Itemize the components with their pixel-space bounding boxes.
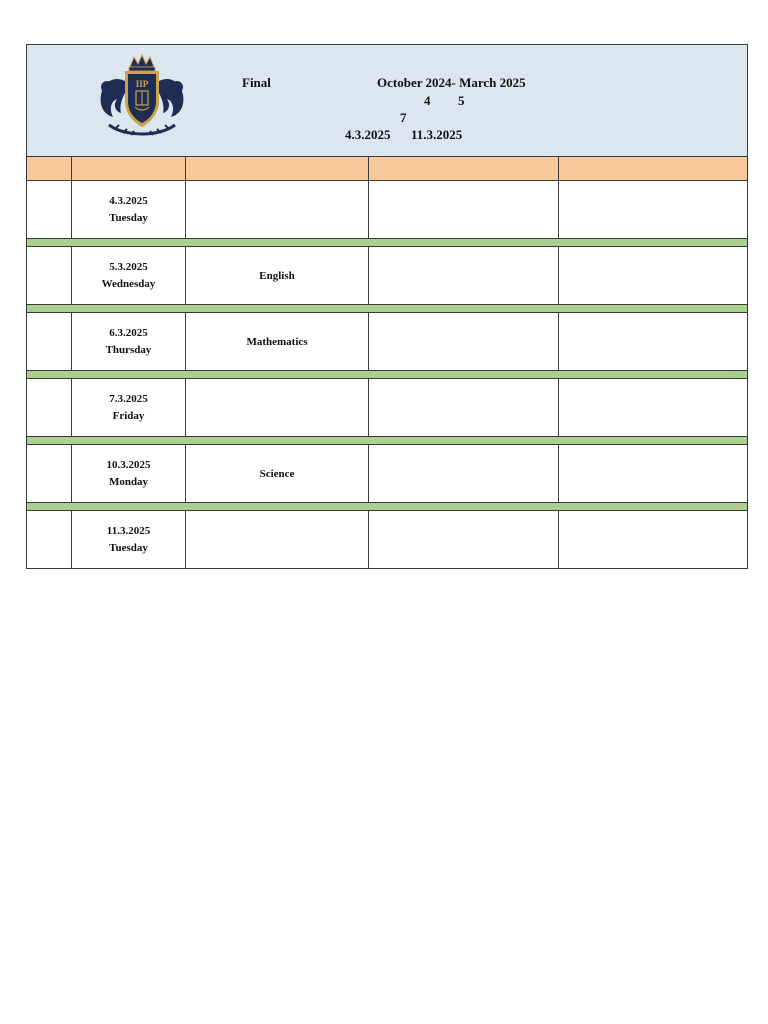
date-text: 5.3.2025 <box>109 260 148 273</box>
date-text: 6.3.2025 <box>109 326 148 339</box>
date-cell <box>72 247 186 304</box>
subject-cell <box>186 379 369 436</box>
schedule-row <box>27 445 747 503</box>
column-header-cell <box>559 157 747 180</box>
day-text: Tuesday <box>109 541 148 554</box>
empty-cell <box>559 511 747 568</box>
school-crest-logo <box>95 53 189 141</box>
index-cell <box>27 379 72 436</box>
grade-label-b: 5 <box>458 93 465 108</box>
date-text: 7.3.2025 <box>109 392 148 405</box>
row-separator <box>27 305 747 313</box>
day-text: Friday <box>112 409 145 422</box>
column-header-cell <box>72 157 186 180</box>
schedule-header <box>27 45 747 157</box>
index-cell <box>27 511 72 568</box>
subject-cell <box>186 181 369 238</box>
empty-cell <box>559 313 747 370</box>
date-cell <box>72 445 186 502</box>
date-text: 4.3.2025 <box>109 194 148 207</box>
day-text: Wednesday <box>101 277 156 290</box>
schedule-row <box>27 511 747 569</box>
grade-label-a: 4 <box>424 93 431 108</box>
exam-schedule-sheet <box>26 44 748 569</box>
index-cell <box>27 445 72 502</box>
subject-cell: Mathematics <box>186 313 369 370</box>
row-separator <box>27 371 747 379</box>
day-text: Tuesday <box>109 211 148 224</box>
empty-cell <box>369 379 559 436</box>
svg-text:IIP: IIP <box>135 79 149 89</box>
index-cell <box>27 247 72 304</box>
row-separator <box>27 503 747 511</box>
empty-cell <box>369 181 559 238</box>
start-date-label: 4.3.2025 <box>345 127 391 142</box>
subject-cell <box>186 511 369 568</box>
exam-type-label: Final <box>242 75 271 90</box>
empty-cell <box>369 313 559 370</box>
column-header-row <box>27 157 747 181</box>
empty-cell <box>369 511 559 568</box>
row-separator <box>27 437 747 445</box>
date-cell <box>72 379 186 436</box>
column-header-cell <box>369 157 559 180</box>
end-date-label: 11.3.2025 <box>411 127 463 142</box>
column-header-cell <box>27 157 72 180</box>
schedule-row <box>27 181 747 239</box>
empty-cell <box>559 379 747 436</box>
date-text: 11.3.2025 <box>106 524 151 537</box>
term-label: October 2024- March 2025 <box>377 75 526 90</box>
date-cell <box>72 181 186 238</box>
date-text: 10.3.2025 <box>106 458 151 471</box>
schedule-row <box>27 313 747 371</box>
subject-cell: Science <box>186 445 369 502</box>
date-cell <box>72 511 186 568</box>
subject-cell: English <box>186 247 369 304</box>
column-header-cell <box>186 157 369 180</box>
index-cell <box>27 181 72 238</box>
grade-label-c: 7 <box>400 110 407 125</box>
schedule-row <box>27 379 747 437</box>
empty-cell <box>369 247 559 304</box>
row-separator <box>27 239 747 247</box>
day-text: Thursday <box>105 343 152 356</box>
schedule-row <box>27 247 747 305</box>
empty-cell <box>559 247 747 304</box>
index-cell <box>27 313 72 370</box>
empty-cell <box>559 181 747 238</box>
day-text: Monday <box>108 475 149 488</box>
date-cell <box>72 313 186 370</box>
empty-cell <box>559 445 747 502</box>
empty-cell <box>369 445 559 502</box>
